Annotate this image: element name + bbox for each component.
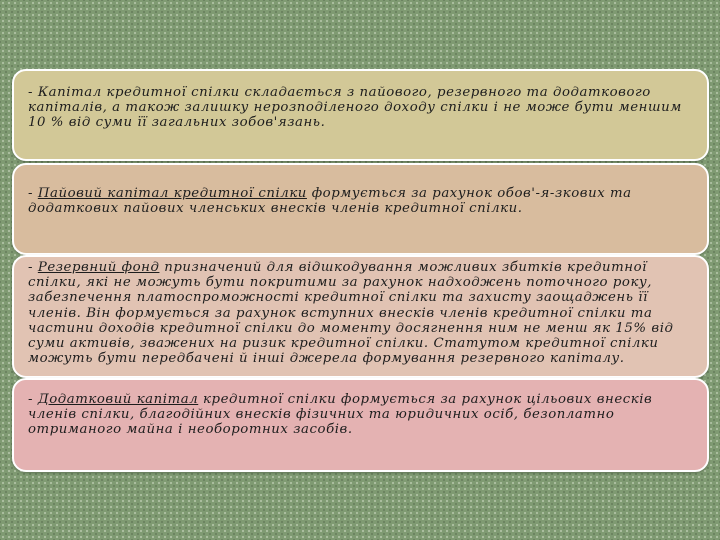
block-heading: Пайовий капітал кредитної спілки [37, 186, 307, 201]
block-text: призначений для відшкодування можливих збитків кредитної спілки, які не можуть бути покритими за рахунок надходжень поточного року, забезпечення платоспроможності кредитної спілки та захисту заощаджень її членів. Він формується за рахунок вступних внесків членів кредитної спілки та частини доходів кредитної спілки до моменту досягнення ним не менш як 15% від суми активів, зважених на ризик кредитної спілки. Статутом кредитної спілки можуть бути передбачені й інші джерела формування резервного капіталу. [28, 260, 674, 367]
capital-composition-block [12, 69, 709, 161]
bullet-dash: - [28, 85, 38, 100]
reserve-fund-block [12, 255, 709, 378]
bullet-dash: - [28, 186, 38, 201]
block-heading: Резервний фонд [37, 260, 160, 275]
block-text: Капітал кредитної спілки складається з пайового, резервного та додаткового капіталів, а також залишку нерозподіленого доходу спілки і не може бути меншим 10 % від суми її загальних зобов'язань. [28, 85, 682, 131]
bullet-dash: - [28, 392, 38, 407]
block-text: формується за рахунок обов'-я-зкових та додаткових пайових членських внесків членів кредитної спілки. [28, 186, 632, 217]
bullet-dash: - [28, 260, 38, 275]
additional-capital-block [12, 378, 709, 472]
block-text: кредитної спілки формується за рахунок цільових внесків членів спілки, благодійних внесків фізичних та юридичних осіб, безоплатно отриманого майна і необоротних засобів. [28, 392, 653, 438]
block-heading: Додатковий капітал [37, 392, 199, 407]
share-capital-block [12, 163, 709, 255]
